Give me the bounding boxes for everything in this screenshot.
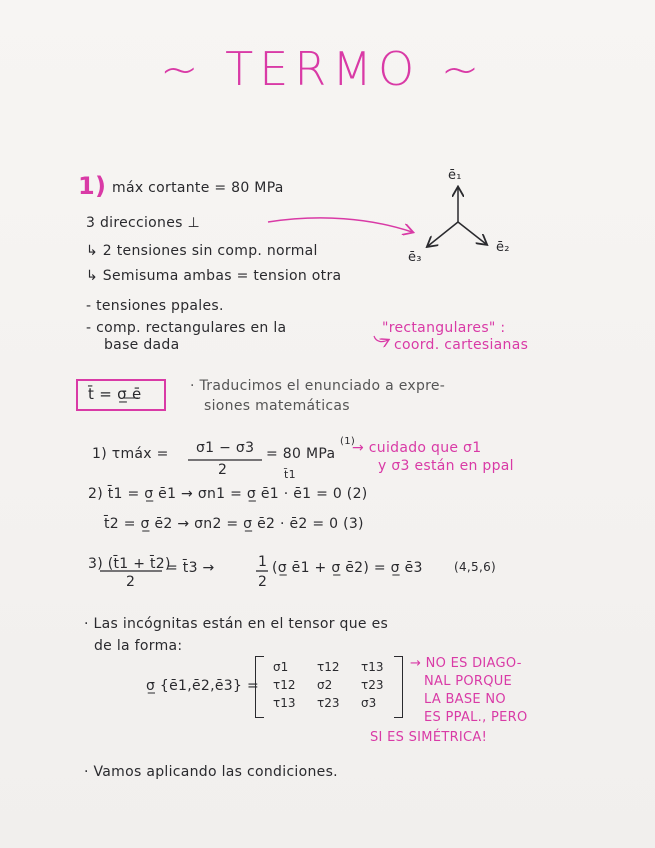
eq3-lhs: 3) (t̄1 + t̄2)	[88, 556, 171, 572]
matrix-note-1: → NO ES DIAGO-	[410, 656, 522, 671]
eq1-lhs: 1) τmáx =	[92, 446, 169, 462]
unknowns-text-cont: de la forma:	[94, 638, 183, 654]
page-title: ~ TERMO ~	[160, 42, 486, 96]
matrix-row-3: τ13 τ23 σ3	[273, 696, 377, 710]
tensor-label: σ̲ {ē1,ē2,ē3} =	[146, 678, 259, 694]
axis-e1-label: ē₁	[448, 168, 462, 183]
eq1-note-cont: y σ3 están en ppal	[378, 458, 514, 474]
eq1-denominator: 2	[218, 462, 228, 478]
axis-e3-label: ē₃	[408, 250, 422, 265]
note-cartesian: coord. cartesianas	[394, 337, 529, 353]
eq3-tail: (σ̲ ē1 + σ̲ ē2) = σ̲ ē3	[272, 560, 423, 576]
item-principal-stresses: - tensiones ppales.	[86, 298, 224, 314]
cauchy-formula: t̄ = σ̲ ē	[88, 385, 142, 403]
translate-text: · Traducimos el enunciado a expre-	[190, 378, 446, 394]
eq3-frac-den: 2	[258, 574, 268, 590]
pink-arrow-to-axes	[268, 218, 412, 232]
axis-e2-label: ē₂	[496, 240, 510, 255]
matrix-note-4: ES PPAL., PERO	[424, 710, 528, 725]
matrix-note-3: LA BASE NO	[424, 692, 506, 707]
eq2-over-label: t̄1	[284, 468, 296, 481]
eq1-note: → cuidado que σ1	[352, 440, 482, 456]
eq3-den: 2	[126, 574, 136, 590]
condition-half-sum: ↳ Semisuma ambas = tension otra	[86, 268, 342, 284]
eq3-frac-num: 1	[258, 554, 268, 570]
condition-three-directions: 3 direcciones ⊥	[86, 215, 200, 231]
matrix-note-2: NAL PORQUE	[424, 674, 513, 689]
item-rect-components: - comp. rectangulares en la	[86, 320, 287, 336]
item-rect-components-cont: base dada	[104, 337, 180, 353]
condition-two-tensions: ↳ 2 tensiones sin comp. normal	[86, 243, 318, 259]
problem-statement: máx cortante = 80 MPa	[112, 180, 284, 196]
matrix-row-2: τ12 σ2 τ23	[273, 678, 384, 692]
stress-tensor-matrix	[255, 656, 403, 716]
unknowns-text: · Las incógnitas están en el tensor que es	[84, 616, 389, 632]
note-rectangular: "rectangulares" :	[382, 320, 506, 336]
axis-e2-arrow	[458, 222, 486, 244]
matrix-note-5: SI ES SIMÉTRICA!	[370, 730, 488, 745]
eq1-numerator: σ1 − σ3	[196, 440, 255, 456]
eq3-tag: (4,5,6)	[454, 560, 496, 574]
eq3-mid: = t̄3 →	[166, 560, 215, 576]
eq1-rhs: = 80 MPa	[266, 446, 336, 462]
final-text: · Vamos aplicando las condiciones.	[84, 764, 338, 780]
matrix-row-1: σ1 τ12 τ13	[273, 660, 384, 674]
axis-e3-arrow	[428, 222, 458, 246]
translate-text-cont: siones matemáticas	[204, 398, 350, 414]
problem-number: 1)	[78, 172, 107, 200]
eq2-line1: 2) t̄1 = σ̲ ē1 → σn1 = σ̲ ē1 · ē1 = 0 (2)	[88, 486, 368, 502]
eq1-tag: (1)	[340, 436, 356, 447]
eq2-line2: t̄2 = σ̲ ē2 → σn2 = σ̲ ē2 · ē2 = 0 (3)	[104, 516, 364, 532]
